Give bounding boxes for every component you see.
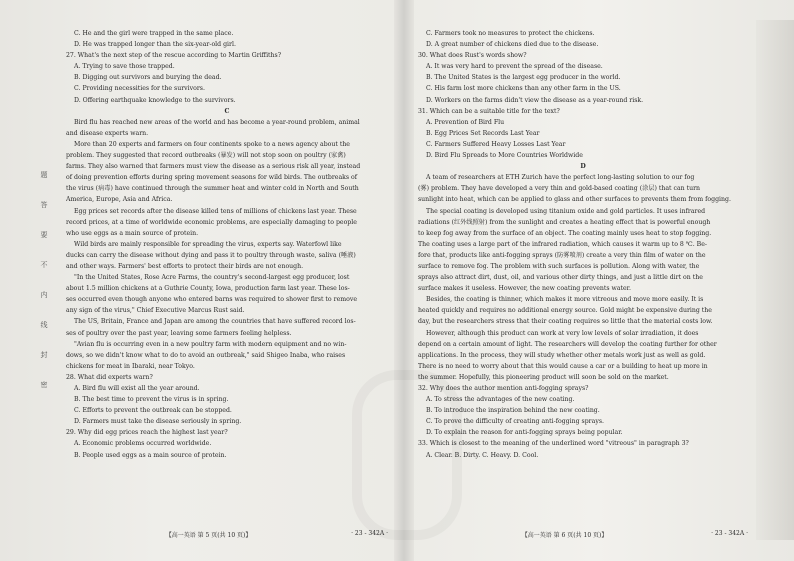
left-page-text-line: A. Bird flu will exist all the year around.	[74, 385, 200, 392]
left-page-text	[66, 28, 388, 461]
left-page-text-line: A. Trying to save those trapped.	[74, 63, 175, 71]
left-page-text-line: D. He was trapped longer than the six-year-old girl.	[74, 41, 236, 49]
right-page-text-line: There is no need to worry about that this would cause a car or a building to heat up more in	[418, 362, 708, 370]
left-page-text-line: C. Providing necessities for the survivors.	[74, 85, 205, 93]
right-page-text-line: (雾) problem. They have developed a very thin and gold-based coating (涂层) that can turn	[418, 185, 701, 193]
left-page-text-line: about 1.5 million chickens at a Guthrie County, Iowa, production farm last year. These los-	[66, 285, 350, 293]
left-page-text-line: B. The best time to prevent the virus is in spring.	[74, 396, 229, 404]
seal-line-char: 要	[40, 231, 48, 239]
right-page-text-line: The coating uses a large part of the infrared radiation, which causes it warm up to 8 ℃. Be-	[418, 240, 707, 248]
right-page	[418, 28, 748, 539]
left-page-text-line: C. Efforts to prevent the outbreak can be stopped.	[74, 407, 232, 415]
seal-line-char: 封	[40, 351, 48, 359]
right-page-text-line: sprays also attract dirt, dust, oil, and various other dirty things, and just a little dirt on the	[418, 274, 703, 282]
right-page-text-line: Besides, the coating is thinner, which makes it more vitreous and move more easily. It is	[426, 296, 704, 304]
right-page-text-line: D. A great number of chickens died due to the disease.	[426, 41, 599, 49]
right-page-text-line: D. Bird Flu Spreads to More Countries Worldwide	[426, 152, 583, 160]
left-page-text-line: the virus (病毒) have continued through the summer heat and winter cold in North and South	[66, 185, 359, 193]
right-page-text-line: 30. What does Rust's words show?	[418, 52, 527, 60]
left-page-text-line: America, Europe, Asia and Africa.	[66, 196, 173, 204]
left-page-footer	[66, 530, 388, 539]
right-page-text-line: D	[580, 163, 586, 171]
right-page-text-line: day, but the researchers stress that their coating requires so little that the material costs low.	[418, 318, 713, 326]
left-page-text-line: problem. They suggested that record outbreaks (暴发) will not stop soon on poultry (家禽)	[66, 152, 346, 160]
left-page-text-line: B. People used eggs as a main source of protein.	[74, 451, 227, 459]
right-page-text-line: D. Workers on the farms didn't view the disease as a year-round risk.	[426, 96, 644, 104]
right-page-text-line: A. It was very hard to prevent the spread of the disease.	[426, 63, 603, 71]
left-page-text-line: A. Economic problems occurred worldwide.	[74, 440, 212, 448]
left-footer-code: · 23 - 342A ·	[351, 530, 388, 537]
right-page-text-line: to keep fog away from the surface of an object. The coating mainly uses heat to stop fogging.	[418, 229, 712, 237]
left-page-text-line: D. Farmers must take the disease seriously in spring.	[74, 418, 242, 426]
right-page-text-line: A. Clear. B. Dirty. C. Heavy. D. Cool.	[426, 451, 539, 459]
right-page-text-line: 33. Which is closest to the meaning of the underlined word "vitreous" in paragraph 3?	[418, 440, 689, 448]
left-page-text-line: and disease experts warn.	[66, 129, 149, 137]
left-page-text-line: "In the United States, Rose Acre Farms, the country's second-largest egg producer, lost	[74, 274, 350, 282]
left-footer-page-label: 【高一英语 第 5 页(共 10 页)】	[165, 532, 252, 539]
right-page-text-line: A. To stress the advantages of the new coating.	[426, 396, 575, 404]
left-page-text-line: "Avian flu is occurring even in a new poultry farm with modern equipment and no win-	[74, 340, 347, 348]
right-page-text-line: B. To introduce the inspiration behind the new coating.	[426, 407, 600, 415]
right-footer-page-label: 【高一英语 第 6 页(共 10 页)】	[521, 532, 608, 539]
right-page-text-line: surface to remove fog. The problem with such surfaces is pollution. Along with water, the	[418, 262, 700, 270]
right-page-text-line: A team of researchers at ETH Zurich have the perfect long-lasting solution to our fog	[426, 174, 695, 182]
right-page-text-line: sunlight into heat, which can be applied to glass and other surfaces to prevents them from fogging.	[418, 196, 731, 204]
left-page-text-line: Bird flu has reached new areas of the world and has become a year-round problem, animal	[74, 118, 360, 126]
left-page-text-line: D. Offering earthquake knowledge to the survivors.	[74, 96, 236, 104]
left-page-text-line: 29. Why did egg prices reach the highest last year?	[66, 429, 228, 437]
right-page-text-line: the summer. Hopefully, this pioneering product will soon be sold on the market.	[418, 373, 669, 381]
left-page-text-line: Wild birds are mainly responsible for spreading the virus, experts say. Waterfowl like	[74, 240, 342, 248]
right-page-text-line: heated quickly and requires no additional energy source. Gold might be expensive during the	[418, 307, 712, 315]
left-page-text-line: ses occurred even though anyone who entered barns was required to shower first to remove	[66, 296, 357, 304]
right-page-text-line: depend on a certain amount of light. The researchers will develop the coating further for other	[418, 340, 717, 348]
left-page-text-line: farms. They also warned that farmers must view the disease as a serious risk all year, instead	[66, 163, 361, 171]
left-page-text-line: who use eggs as a main source of protein.	[66, 229, 199, 237]
seal-line-char: 答	[40, 201, 48, 209]
right-page-text-line: 31. Which can be a suitable title for the text?	[418, 107, 560, 115]
right-page-footer	[418, 530, 748, 539]
left-page-text-line: C	[224, 107, 230, 115]
seal-line-char: 内	[40, 291, 48, 299]
seal-line-labels	[36, 170, 52, 390]
left-page-text-line: record prices, at a time of worldwide economic problems, are especially damaging to people	[66, 218, 357, 226]
left-page-text-line: 28. What did experts warn?	[66, 373, 153, 381]
left-page-text-line: and other ways. Farmers' best efforts to protect their birds are not enough.	[66, 262, 304, 270]
seal-line-char: 线	[40, 321, 48, 329]
left-page-text-line: dows, so we didn't know what to do to avoid an outbreak," said Shigeo Inaba, who raises	[66, 351, 346, 359]
right-page-text-line: surface makes it useless. However, the new coating prevents water.	[418, 285, 631, 293]
right-page-text-line: The special coating is developed using titanium oxide and gold particles. It uses infrared	[426, 207, 706, 215]
right-page-text-line: C. To prove the difficulty of creating anti-fogging sprays.	[426, 418, 604, 426]
right-page-text	[418, 28, 748, 461]
right-page-text-line: fore that, products like anti-fogging sprays (防雾喷剂) create a very thin film of water on the	[418, 251, 706, 259]
page-edge-shadow	[756, 20, 794, 540]
right-page-text-line: However, although this product can work at very low levels of solar irradiation, it does	[426, 329, 699, 337]
left-page	[66, 28, 388, 539]
right-page-text-line: D. To explain the reason for anti-fogging sprays being popular.	[426, 429, 623, 437]
seal-line-char: 不	[40, 261, 48, 269]
right-page-text-line: C. Farmers Suffered Heavy Losses Last Year	[426, 140, 566, 148]
right-page-text-line: 32. Why does the author mention anti-fogging sprays?	[418, 385, 589, 392]
left-page-text-line: 27. What's the next step of the rescue according to Martin Griffiths?	[66, 52, 282, 60]
left-page-text-line: ses of poultry over the past year, leaving some farmers feeling helpless.	[66, 329, 292, 337]
right-page-text-line: radiations (红外线照射) from the sunlight and creates a heating effect that is powerful enough	[418, 218, 711, 226]
right-footer-code: · 23 - 342A ·	[711, 530, 748, 537]
left-page-text-line: of doing prevention efforts during spring movement seasons for wild birds. The outbreaks of	[66, 174, 358, 182]
right-page-text-line: C. Farmers took no measures to protect the chickens.	[426, 30, 595, 37]
seal-line-char: 题	[40, 171, 48, 179]
left-page-text-line: B. Digging out survivors and burying the dead.	[74, 74, 222, 82]
left-page-text-line: Egg prices set records after the disease killed tens of millions of chickens last year. These	[74, 207, 357, 215]
seal-line-char: 密	[40, 381, 48, 389]
right-page-text-line: applications. In the process, they will study whether other metals work just as well as gold.	[418, 351, 706, 359]
left-page-text-line: any sign of the virus," Chief Executive Marcus Rust said.	[66, 307, 245, 315]
left-page-text-line: ducks can carry the disease without dying and pass it to poultry through waste, saliva (唾液)	[66, 251, 356, 259]
left-page-text-line: C. He and the girl were trapped in the same place.	[74, 30, 234, 37]
left-page-text-line: chickens for meat in Ibaraki, near Tokyo.	[66, 362, 195, 370]
right-page-text-line: A. Prevention of Bird Flu	[426, 118, 505, 126]
right-page-text-line: C. His farm lost more chickens than any other farm in the US.	[426, 85, 621, 93]
left-page-text-line: More than 20 experts and farmers on four continents spoke to a news agency about the	[74, 140, 350, 148]
left-page-text-line: The US, Britain, France and Japan are among the countries that have suffered record los-	[74, 318, 356, 326]
right-page-text-line: B. The United States is the largest egg producer in the world.	[426, 74, 621, 82]
right-page-text-line: B. Egg Prices Set Records Last Year	[426, 129, 540, 137]
